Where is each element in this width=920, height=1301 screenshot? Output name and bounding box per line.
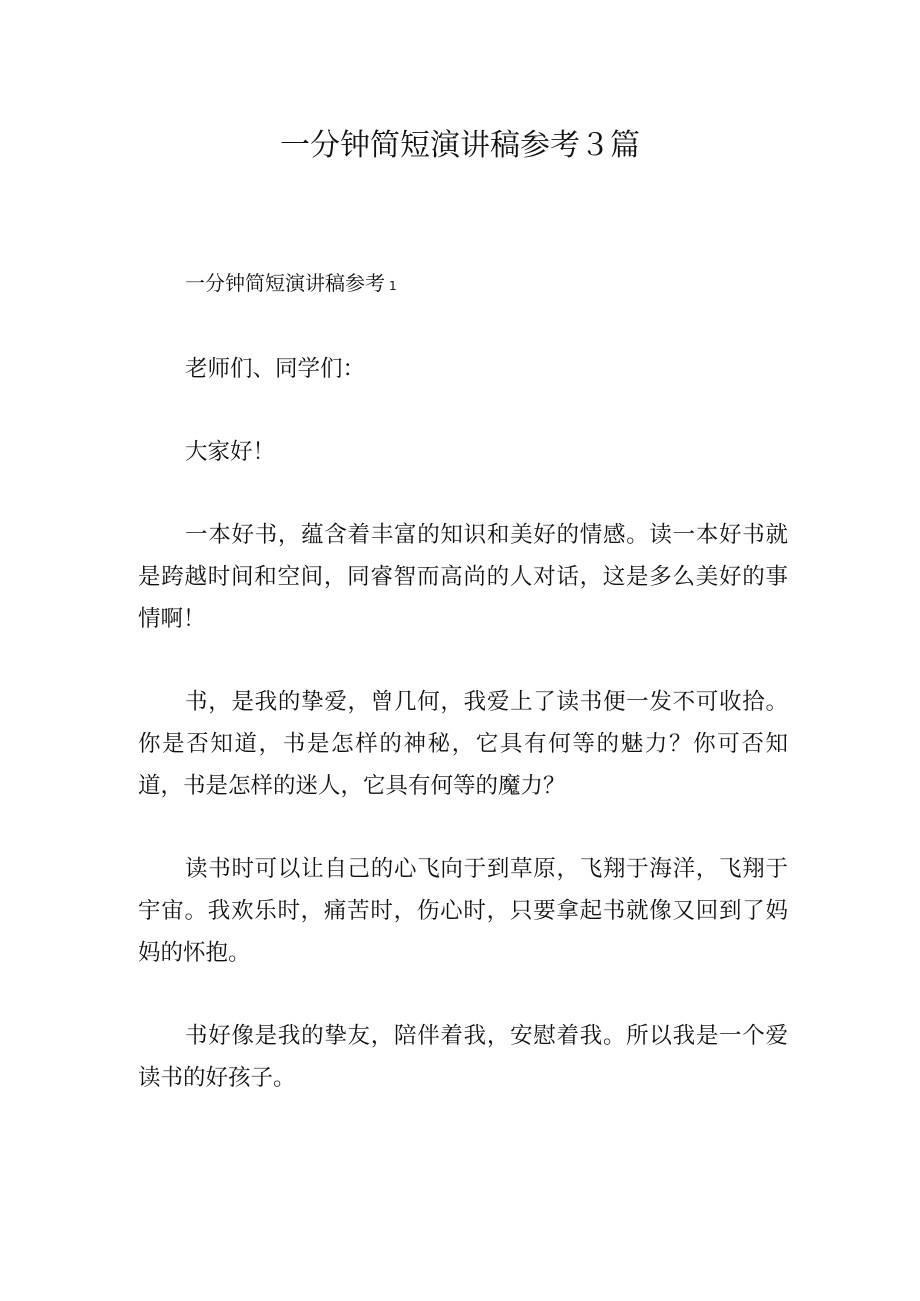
document-title: 一分钟简短演讲稿参考３篇 xyxy=(280,128,640,163)
greeting: 大家好！ xyxy=(185,439,276,465)
section-heading-text: 一分钟简短演讲稿参考 xyxy=(185,271,385,295)
salutation: 老师们、同学们： xyxy=(185,356,366,382)
document-body xyxy=(138,262,788,1140)
section-heading xyxy=(138,262,788,307)
section-number: 1 xyxy=(389,279,397,293)
body-paragraph: 读书时可以让自己的心飞向于到草原，飞翔于海洋，飞翔于宇宙。我欢乐时，痛苦时，伤心时，只要拿起书就像又回到了妈妈的怀抱。 xyxy=(138,856,788,966)
body-paragraph: 一本好书，蕴含着丰富的知识和美好的情感。读一本好书就是跨越时间和空间，同睿智而高尚的人对话，这是多么美好的事情啊！ xyxy=(138,522,788,632)
body-paragraph: 书，是我的挚爱，曾几何，我爱上了读书便一发不可收拾。你是否知道，书是怎样的神秘，它具有何等的魅力？你可否知道，书是怎样的迷人，它具有何等的魔力？ xyxy=(138,689,788,799)
body-paragraph: 书好像是我的挚友，陪伴着我，安慰着我。所以我是一个爱读书的好孩子。 xyxy=(138,1023,788,1091)
